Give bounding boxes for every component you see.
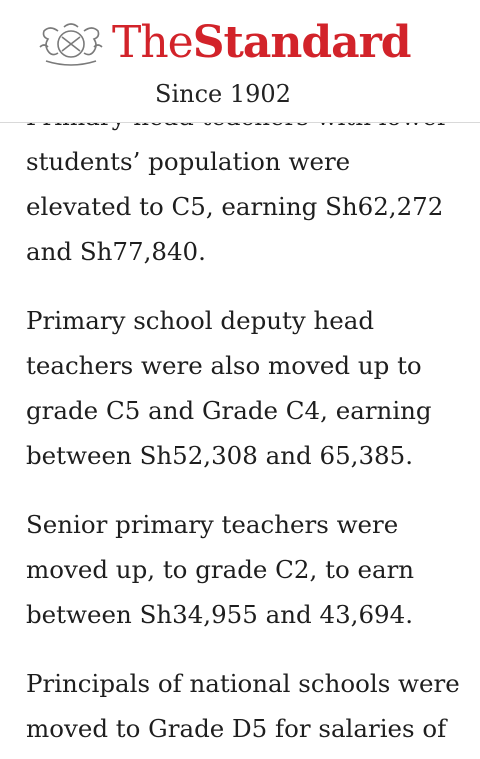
- coat-of-arms-icon: [36, 17, 106, 69]
- article-paragraph: students’ population were elevated to C5, earning Sh62,272 and Sh77,840.: [26, 147, 444, 266]
- article-paragraph: Principals of national schools were moved to Grade D5 for salaries of: [26, 669, 460, 743]
- article-paragraph: Primary school deputy head teachers were also moved up to grade C5 and Grade C4, earning between Sh52,308 and 65,385.: [26, 306, 432, 470]
- wordmark: [112, 17, 411, 68]
- site-header: [0, 0, 480, 123]
- article-body: [26, 94, 462, 759]
- tagline: Since 1902: [155, 80, 291, 108]
- wordmark-standard: Standard: [192, 17, 411, 68]
- brand-logo[interactable]: [36, 14, 411, 72]
- wordmark-the: The: [112, 17, 193, 68]
- article-paragraph: Senior primary teachers were moved up, to grade C2, to earn between Sh34,955 and 43,694.: [26, 510, 415, 629]
